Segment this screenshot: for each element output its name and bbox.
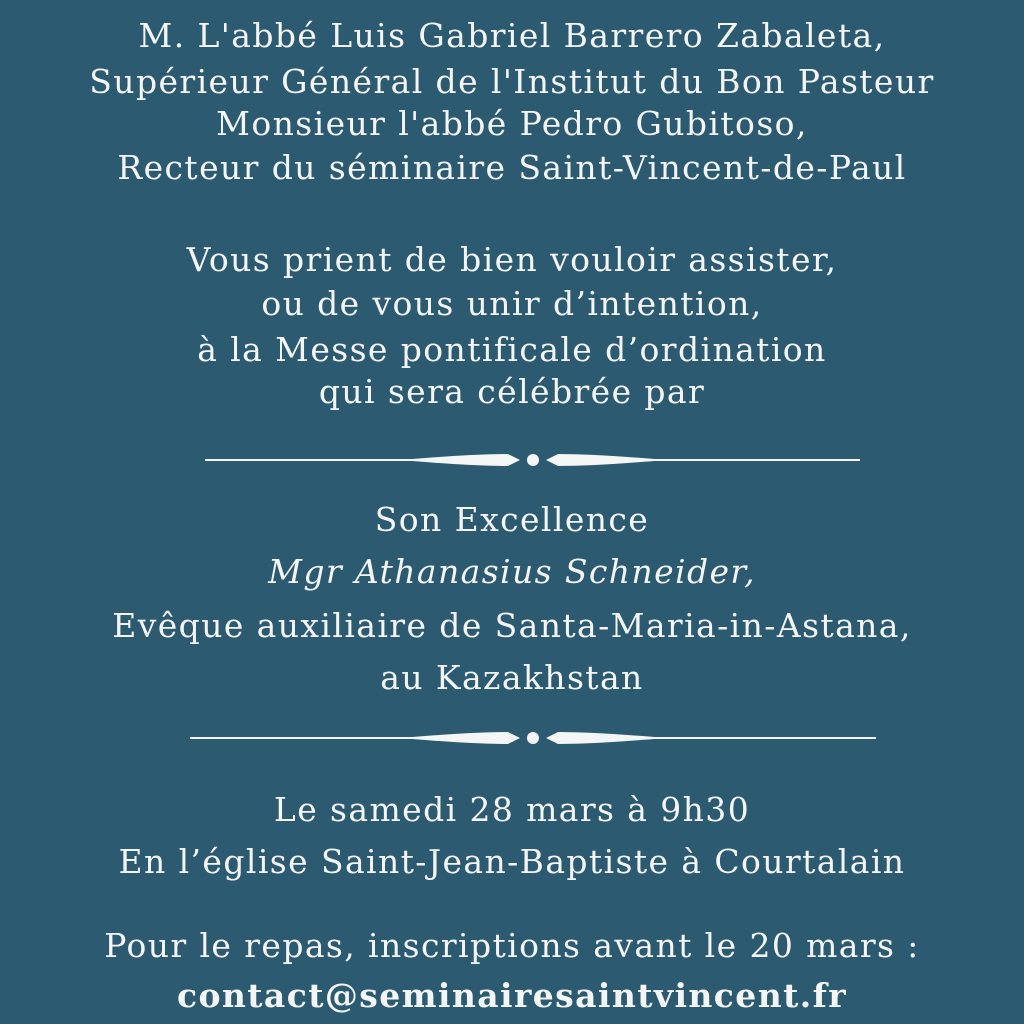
ornament-divider-top xyxy=(0,448,1024,472)
celebrant-country: au Kazakhstan xyxy=(380,658,644,697)
invitation-line-3: à la Messe pontificale d’ordination xyxy=(197,330,827,369)
celebrant-role: Evêque auxiliaire de Santa-Maria-in-Astana, xyxy=(112,606,912,645)
meal-note: Pour le repas, inscriptions avant le 20 mars : xyxy=(104,926,920,965)
invitation-line-1: Vous prient de bien vouloir assister, xyxy=(186,240,838,279)
contact-email-link[interactable]: contact@seminairesaintvincent.fr xyxy=(176,976,847,1015)
ornament-divider-bottom xyxy=(0,726,1024,750)
invitation-line-2: ou de vous unir d’intention, xyxy=(261,284,763,323)
invitation-line-4: qui sera célébrée par xyxy=(318,372,706,411)
header-line-2: Supérieur Général de l'Institut du Bon Pasteur xyxy=(89,62,935,101)
header-line-3: Monsieur l'abbé Pedro Gubitoso, xyxy=(216,104,808,143)
event-place: En l’église Saint-Jean-Baptiste à Courtalain xyxy=(118,842,906,881)
header-line-4: Recteur du séminaire Saint-Vincent-de-Paul xyxy=(117,148,907,187)
celebrant-name: Mgr Athanasius Schneider, xyxy=(268,552,756,591)
celebrant-title: Son Excellence xyxy=(374,500,650,539)
event-date: Le samedi 28 mars à 9h30 xyxy=(273,790,751,829)
header-line-1: M. L'abbé Luis Gabriel Barrero Zabaleta, xyxy=(138,16,886,55)
